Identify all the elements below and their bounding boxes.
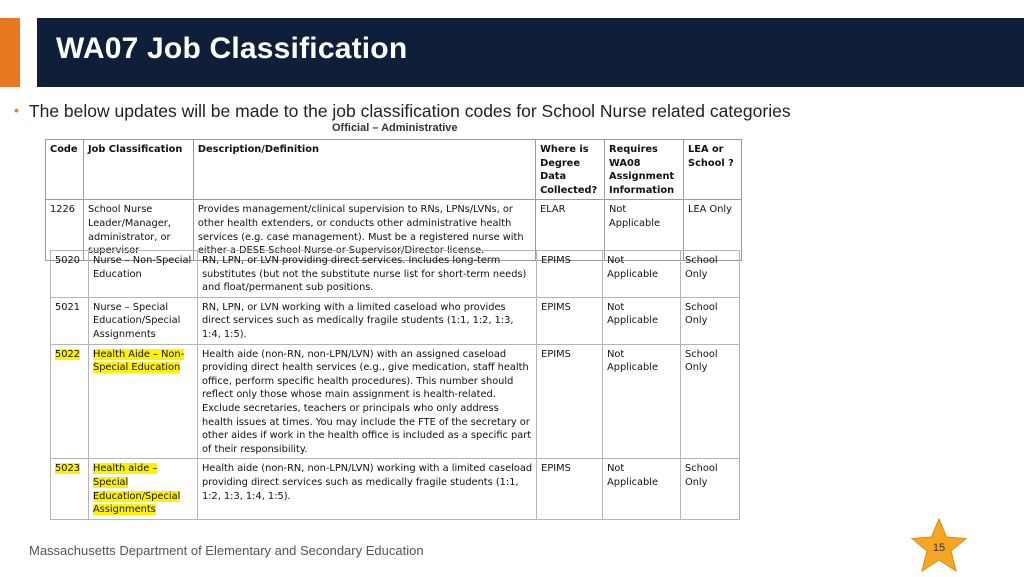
title-bar	[37, 18, 1024, 87]
table-row	[51, 344, 740, 459]
cell-requires: Not Applicable	[603, 251, 681, 298]
page-number: 15	[932, 542, 946, 554]
header-code: Code	[46, 140, 84, 200]
cell-degree: EPIMS	[537, 459, 603, 519]
cell-lea: School Only	[681, 251, 740, 298]
cell-job: Nurse – Special Education/Special Assignments	[88, 297, 197, 344]
table-bottom	[50, 250, 740, 520]
bullet-dot-icon: •	[14, 102, 19, 118]
cell-degree: EPIMS	[537, 344, 603, 459]
job-classification-table-image	[45, 122, 745, 516]
table-row	[51, 251, 740, 298]
header-requires-wa08: Requires WA08 Assignment Information	[605, 140, 684, 200]
cell-description: RN, LPN, or LVN providing direct services. Includes long-term substitutes (but not the substitute nurse list for short-term needs) and float/permanent sub positions.	[197, 251, 536, 298]
slide-title: WA07 Job Classification	[56, 32, 408, 65]
highlighted-job: Health Aide – Non-Special Education	[92, 348, 185, 374]
table-header-row	[46, 140, 742, 200]
cell-lea: School Only	[681, 459, 740, 519]
cell-code	[51, 344, 89, 459]
cell-code: 5020	[51, 251, 89, 298]
cell-job: Nurse – Non-Special Education	[88, 251, 197, 298]
table-row	[51, 297, 740, 344]
cell-lea: School Only	[681, 297, 740, 344]
table-row	[51, 459, 740, 519]
header-job-classification: Job Classification	[83, 140, 193, 200]
cell-requires: Not Applicable	[603, 459, 681, 519]
cropped-section-header: Official – Administrative	[332, 122, 458, 134]
cell-job: School Nurse Leader/Manager, administrator, or supervisor	[83, 200, 193, 260]
accent-bar	[0, 18, 20, 87]
cell-code	[51, 459, 89, 519]
header-lea-or-school: LEA or School ?	[684, 140, 742, 200]
cell-code: 1226	[46, 200, 84, 260]
highlighted-job: Health aide – Special Education/Special Assignments	[92, 463, 181, 516]
cell-description: RN, LPN, or LVN working with a limited caseload who provides direct services such as medically fragile students (1:1, 1:2, 1:3, 1:4, 1:5).	[197, 297, 536, 344]
highlighted-code: 5022	[55, 348, 80, 360]
cell-description: Provides management/clinical supervision to RNs, LPNs/LVNs, or other health extenders, or conducts other administrative health services (e.g. case management). Must be a registered nurse with either a DESE School Nurse or Supervisor/Director license.	[193, 200, 535, 260]
bullet-text: The below updates will be made to the job classification codes for School Nurse related categories	[28, 101, 791, 121]
cell-description: Health aide (non-RN, non-LPN/LVN) with an assigned caseload providing direct health services (e.g., give medication, staff health office, perform specific health procedures). This number should reflect only those whose main assignment is health-related. Exclude secretaries, teachers or principals who only address health issues at times. You may include the FTE of the secretary or other aides if work in the health office is included as a specific part of their responsibility.	[197, 344, 536, 459]
cell-job	[88, 344, 197, 459]
header-description: Description/Definition	[193, 140, 535, 200]
cell-code: 5021	[51, 297, 89, 344]
header-degree-collected: Where is Degree Data Collected?	[536, 140, 605, 200]
cell-job	[88, 459, 197, 519]
cell-degree: ELAR	[536, 200, 605, 260]
cell-degree: EPIMS	[537, 251, 603, 298]
cell-requires: Not Applicable	[605, 200, 684, 260]
cell-description: Health aide (non-RN, non-LPN/LVN) working with a limited caseload providing direct services such as medically fragile students (1:1, 1:2, 1:3, 1:4, 1:5).	[197, 459, 536, 519]
footer-organization: Massachusetts Department of Elementary and Secondary Education	[29, 543, 424, 558]
cell-lea: LEA Only	[684, 200, 742, 260]
cell-requires: Not Applicable	[603, 344, 681, 459]
highlighted-code: 5023	[55, 463, 80, 475]
table-top	[45, 139, 742, 261]
cell-requires: Not Applicable	[603, 297, 681, 344]
bullet-item	[14, 101, 791, 122]
cell-degree: EPIMS	[537, 297, 603, 344]
cell-lea: School Only	[681, 344, 740, 459]
